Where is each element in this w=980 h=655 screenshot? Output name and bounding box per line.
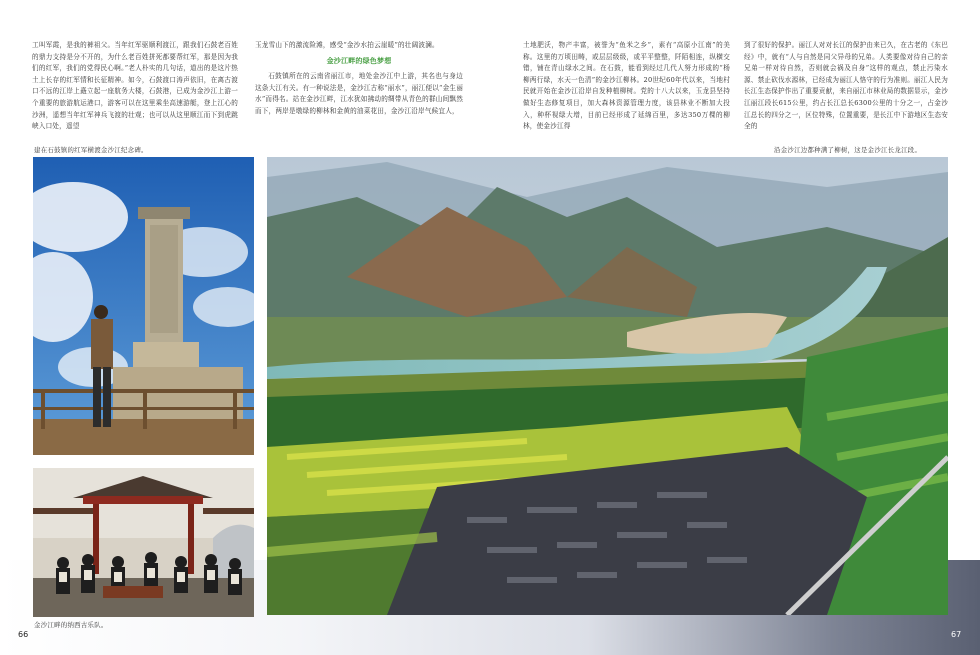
text-column-3: [523, 40, 730, 136]
page-number-left: 66: [18, 630, 29, 639]
caption-river-valley: 沿金沙江边都种满了柳树，这是金沙江长龙江段。: [774, 146, 922, 154]
text-column-1: [32, 40, 238, 136]
text-column-2: [255, 40, 463, 136]
monument-photo: [33, 157, 254, 455]
column-2-text-b: 石鼓镇所在的云南省丽江市，地处金沙江中上游，其名也与身边这条大江有关。有一种说法是，金沙江古称“丽水”，丽江便以“金生丽水”而得名。站在金沙江畔，江水犹如拂动的绸带从青色的群山间飘然而下，两岸是墩绿的柳林和金黄的油菜花田，金沙江沿岸气候宜人，: [255, 72, 463, 115]
column-2-text-a: 玉龙雪山下的激流险滩，感受“金沙水拍云崖暖”的壮阔波澜。: [255, 41, 439, 49]
music-band-photo: [33, 468, 254, 617]
page-number-right: 67: [951, 630, 962, 639]
section-subheading: 金沙江畔的绿色梦想: [326, 56, 392, 65]
text-column-4: [744, 40, 948, 136]
river-valley-aerial-photo: [267, 157, 948, 615]
caption-monument: 建在石鼓镇的红军横渡金沙江纪念碑。: [34, 146, 148, 154]
caption-music-band: 金沙江畔的纳西古乐队。: [34, 621, 108, 629]
column-1-text: 工叫军霞，是我的裤祖父。当年红军驱顺利渡江，跟我们石鼓老百姓的鼎力支持是分不开的，为什么老百姓拼死都要帮红军，那是因为我们的红军，我们的党得民心啊。”老人朴实的几句话，道出的是这片热土上长存的红军情和长征精神。如今，石鼓渡口涛声依旧，在离古渡口不远的江岸上矗立起一座航务大楼，石鼓港，已成为金沙江上游一个重要的旅游航运港口，游客可以在这里乘坐高速游艇，登上江心的沙洲，遥想当年红军神兵飞渡的壮观；也可以从这里顺江而下到虎跳峡入口处，遥望: [32, 41, 238, 131]
column-4-text: 到了很好的保护。丽江人对对长江的保护由来已久，在古老的《东巴经》中，就有“人与自然是同父异母的兄弟。人类要像对待自己的亲兄弟一样对待自然，否则就会祸及自身”这样的观点，禁止污染水源、禁止砍伐水源林，已经成为丽江人恪守的行为准则。丽江人民为长江生态保护作出了重要贡献，来自丽江市林业局的数据显示，金沙江丽江段长615公里，约占长江总长6300公里的十分之一，占金沙江总长的四分之一，区位特殊，位置重要，是长江中下游地区生态安全的: [744, 41, 948, 131]
column-3-text: 土地肥沃，物产丰富，被誉为“鱼米之乡”，素有“高原小江南”的美称。这里的万顷田畴，或层层级级，或平平整整，阡陌相连，纵横交错，铺在青山绿水之间。在石鼓，能看到经过几代人努力形成的“杨柳两行绿，水天一色清”的金沙江柳林。20世纪60年代以来，当地村民就开始在金沙江沿岸自发种植柳树。党的十八大以来，玉龙县坚持做好生态修复项目，加大森林资源管理力度，该县林业不断加大投入，种杯视绿大增，目前已经形成了延绵百里，多达350万棵的柳林，使金沙江得: [523, 41, 730, 131]
